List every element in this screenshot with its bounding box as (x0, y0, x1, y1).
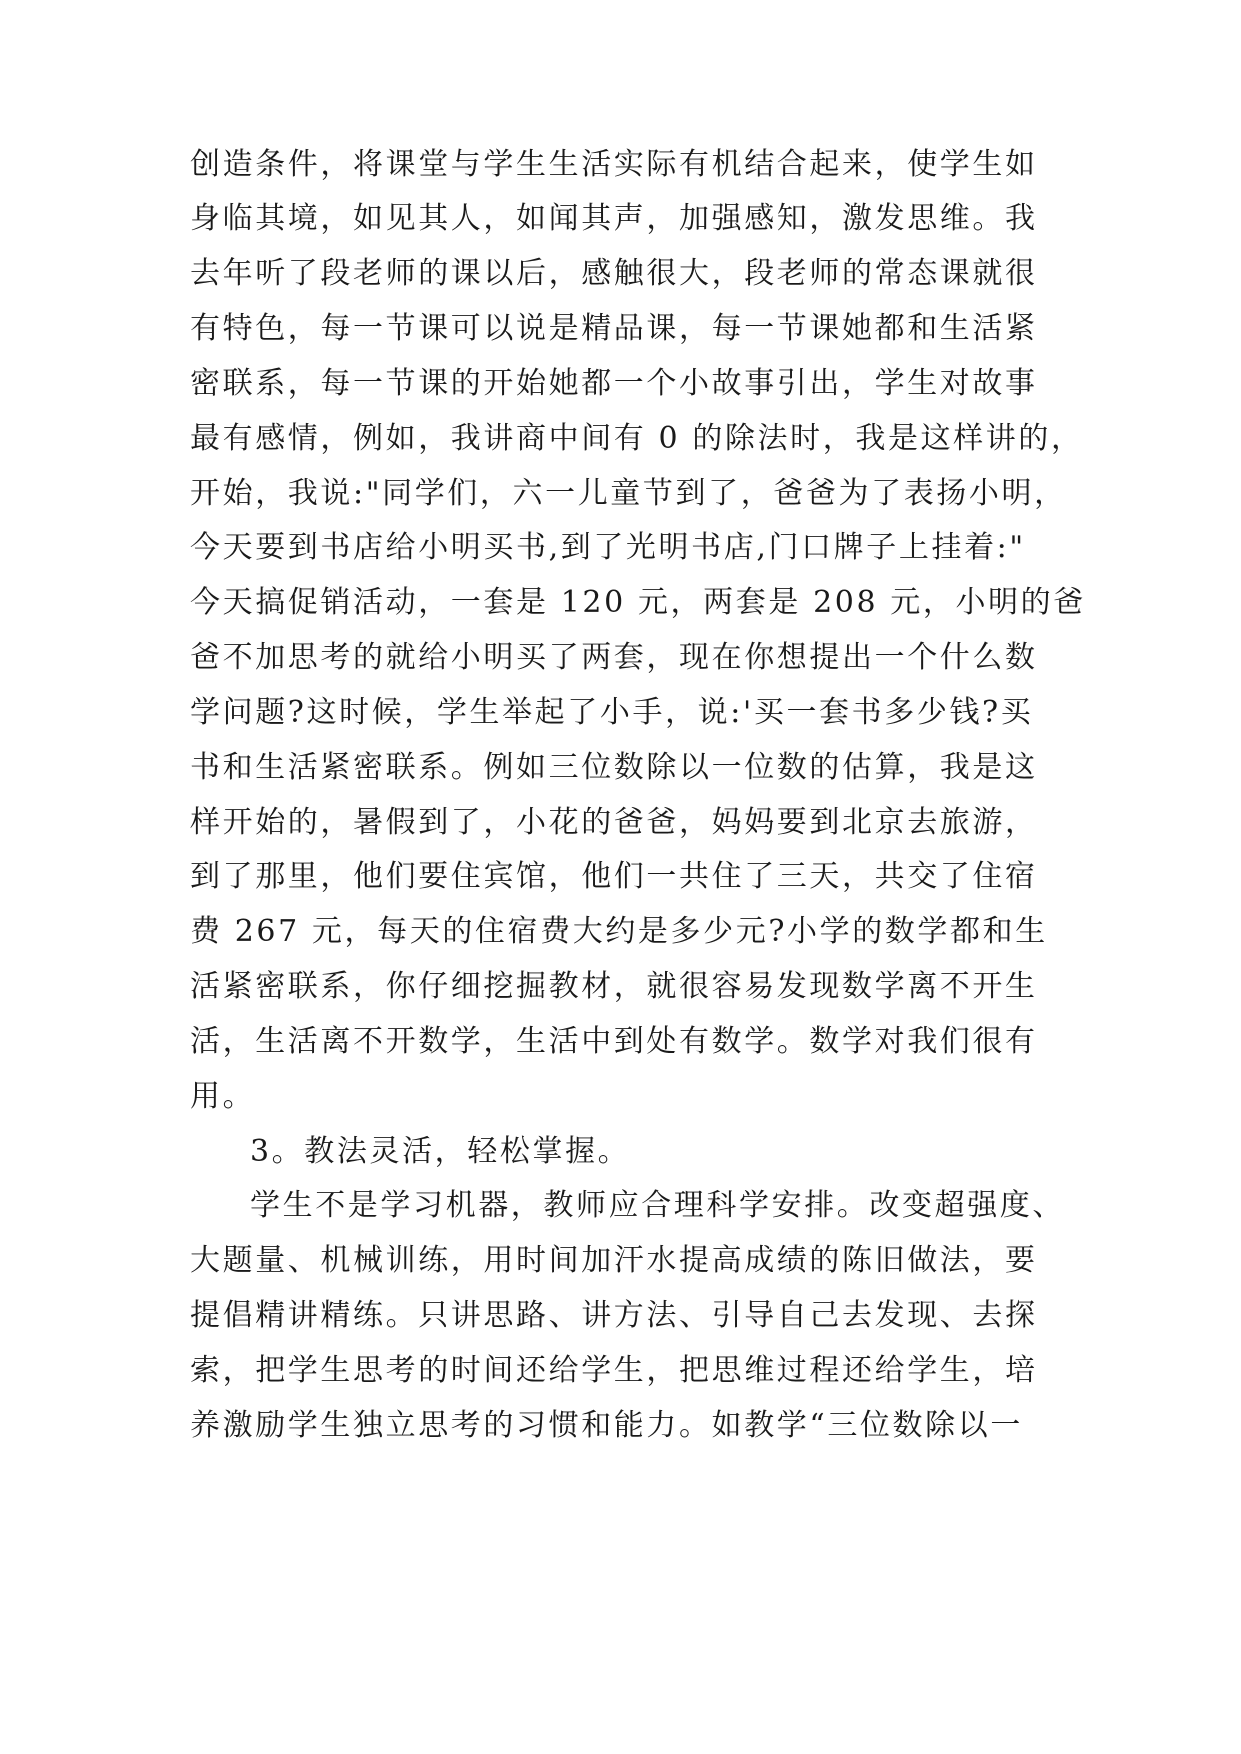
body-text-line: 创造条件，将课堂与学生生活实际有机结合起来，使学生如 (190, 147, 1038, 182)
body-text-line: 今天搞促销活动，一套是 120 元，两套是 208 元，小明的爸 (190, 585, 1086, 620)
body-text-line: 爸不加思考的就给小明买了两套，现在你想提出一个什么数 (190, 640, 1038, 675)
body-text-line: 用。 (190, 1079, 256, 1114)
body-text-line: 最有感情，例如，我讲商中间有 0 的除法时，我是这样讲的， (190, 421, 1084, 456)
body-text-line: 开始，我说:"同学们，六一儿童节到了，爸爸为了表扬小明， (190, 476, 1067, 511)
body-text-line: 索，把学生思考的时间还给学生，把思维过程还给学生，培 (190, 1353, 1038, 1388)
body-text-line: 去年听了段老师的课以后，感触很大，段老师的常态课就很 (190, 256, 1038, 291)
body-text-line: 书和生活紧密联系。例如三位数除以一位数的估算，我是这 (190, 750, 1038, 785)
body-text-line: 有特色，每一节课可以说是精品课，每一节课她都和生活紧 (190, 311, 1038, 346)
body-text-line: 样开始的，暑假到了，小花的爸爸，妈妈要到北京去旅游， (190, 805, 1038, 840)
body-text-line: 费 267 元，每天的住宿费大约是多少元?小学的数学都和生 (190, 914, 1048, 949)
body-text-line: 提倡精讲精练。只讲思路、讲方法、引导自己去发现、去探 (190, 1298, 1038, 1333)
paragraph-first-line: 学生不是学习机器，教师应合理科学安排。改变超强度、 (250, 1188, 1065, 1223)
body-text-line: 活紧密联系，你仔细挖掘教材，就很容易发现数学离不开生 (190, 969, 1038, 1004)
body-text-line: 学问题?这时候，学生举起了小手，说:'买一套书多少钱?买 (190, 695, 1034, 730)
body-text-line: 活，生活离不开数学，生活中到处有数学。数学对我们很有 (190, 1024, 1038, 1059)
section-heading: 3。教法灵活，轻松掌握。 (250, 1134, 631, 1169)
body-text-line: 养激励学生独立思考的习惯和能力。如教学“三位数除以一 (190, 1408, 1023, 1443)
body-text-line: 今天要到书店给小明买书,到了光明书店,门口牌子上挂着:" (190, 530, 1026, 565)
body-text-line: 身临其境，如见其人，如闻其声，加强感知，激发思维。我 (190, 201, 1038, 236)
body-text-line: 密联系，每一节课的开始她都一个小故事引出，学生对故事 (190, 366, 1038, 401)
body-text-line: 大题量、机械训练，用时间加汗水提高成绩的陈旧做法，要 (190, 1243, 1038, 1278)
body-text-line: 到了那里，他们要住宾馆，他们一共住了三天，共交了住宿 (190, 859, 1038, 894)
